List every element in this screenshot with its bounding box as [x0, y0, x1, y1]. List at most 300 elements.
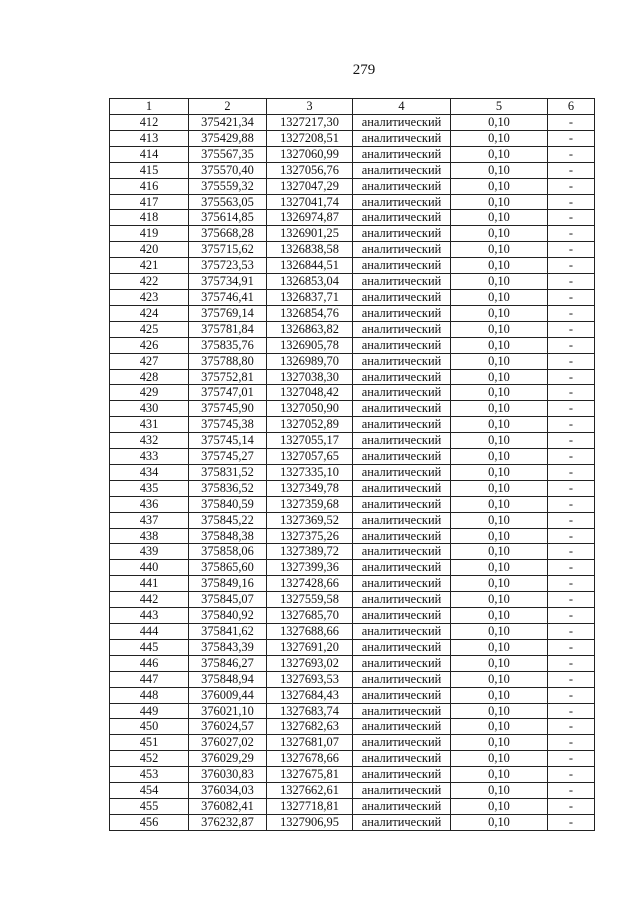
- table-row: [110, 703, 595, 719]
- y-coordinate-cell: 1327057,65: [267, 449, 353, 465]
- note-cell: -: [548, 751, 595, 767]
- accuracy-cell: 0,10: [451, 687, 548, 703]
- table-row: [110, 115, 595, 131]
- point-number-cell: 431: [110, 417, 189, 433]
- accuracy-cell: 0,10: [451, 496, 548, 512]
- note-cell: -: [548, 385, 595, 401]
- method-cell: аналитический: [353, 624, 451, 640]
- x-coordinate-cell: 375836,52: [189, 480, 267, 496]
- point-number-cell: 417: [110, 194, 189, 210]
- point-number-cell: 415: [110, 162, 189, 178]
- point-number-cell: 441: [110, 576, 189, 592]
- table-body: [110, 115, 595, 831]
- y-coordinate-cell: 1327399,36: [267, 560, 353, 576]
- x-coordinate-cell: 375723,53: [189, 258, 267, 274]
- note-cell: -: [548, 560, 595, 576]
- table-row: [110, 655, 595, 671]
- accuracy-cell: 0,10: [451, 194, 548, 210]
- table-row: [110, 417, 595, 433]
- table-row: [110, 512, 595, 528]
- note-cell: -: [548, 369, 595, 385]
- note-cell: -: [548, 528, 595, 544]
- y-coordinate-cell: 1327718,81: [267, 798, 353, 814]
- table-row: [110, 671, 595, 687]
- y-coordinate-cell: 1327691,20: [267, 639, 353, 655]
- note-cell: -: [548, 401, 595, 417]
- accuracy-cell: 0,10: [451, 353, 548, 369]
- table-row: [110, 258, 595, 274]
- note-cell: -: [548, 289, 595, 305]
- note-cell: -: [548, 130, 595, 146]
- x-coordinate-cell: 375559,32: [189, 178, 267, 194]
- column-header: 6: [548, 99, 595, 115]
- y-coordinate-cell: 1327208,51: [267, 130, 353, 146]
- y-coordinate-cell: 1327060,99: [267, 146, 353, 162]
- y-coordinate-cell: 1327682,63: [267, 719, 353, 735]
- x-coordinate-cell: 375567,35: [189, 146, 267, 162]
- point-number-cell: 419: [110, 226, 189, 242]
- note-cell: -: [548, 735, 595, 751]
- point-number-cell: 454: [110, 783, 189, 799]
- x-coordinate-cell: 375734,91: [189, 274, 267, 290]
- note-cell: -: [548, 624, 595, 640]
- x-coordinate-cell: 375769,14: [189, 305, 267, 321]
- method-cell: аналитический: [353, 401, 451, 417]
- y-coordinate-cell: 1326863,82: [267, 321, 353, 337]
- x-coordinate-cell: 375746,41: [189, 289, 267, 305]
- column-header: 2: [189, 99, 267, 115]
- note-cell: -: [548, 496, 595, 512]
- note-cell: -: [548, 480, 595, 496]
- point-number-cell: 448: [110, 687, 189, 703]
- accuracy-cell: 0,10: [451, 401, 548, 417]
- y-coordinate-cell: 1326989,70: [267, 353, 353, 369]
- x-coordinate-cell: 376082,41: [189, 798, 267, 814]
- y-coordinate-cell: 1327335,10: [267, 464, 353, 480]
- method-cell: аналитический: [353, 767, 451, 783]
- y-coordinate-cell: 1327369,52: [267, 512, 353, 528]
- method-cell: аналитический: [353, 385, 451, 401]
- table-row: [110, 592, 595, 608]
- y-coordinate-cell: 1327681,07: [267, 735, 353, 751]
- point-number-cell: 453: [110, 767, 189, 783]
- x-coordinate-cell: 376009,44: [189, 687, 267, 703]
- method-cell: аналитический: [353, 576, 451, 592]
- method-cell: аналитический: [353, 417, 451, 433]
- y-coordinate-cell: 1327675,81: [267, 767, 353, 783]
- x-coordinate-cell: 375563,05: [189, 194, 267, 210]
- note-cell: -: [548, 115, 595, 131]
- note-cell: -: [548, 433, 595, 449]
- accuracy-cell: 0,10: [451, 242, 548, 258]
- table-row: [110, 369, 595, 385]
- accuracy-cell: 0,10: [451, 814, 548, 830]
- x-coordinate-cell: 375752,81: [189, 369, 267, 385]
- x-coordinate-cell: 375848,94: [189, 671, 267, 687]
- accuracy-cell: 0,10: [451, 703, 548, 719]
- method-cell: аналитический: [353, 639, 451, 655]
- x-coordinate-cell: 375781,84: [189, 321, 267, 337]
- accuracy-cell: 0,10: [451, 560, 548, 576]
- y-coordinate-cell: 1326844,51: [267, 258, 353, 274]
- column-header: 4: [353, 99, 451, 115]
- accuracy-cell: 0,10: [451, 337, 548, 353]
- note-cell: -: [548, 417, 595, 433]
- y-coordinate-cell: 1327048,42: [267, 385, 353, 401]
- table-row: [110, 242, 595, 258]
- method-cell: аналитический: [353, 496, 451, 512]
- point-number-cell: 428: [110, 369, 189, 385]
- y-coordinate-cell: 1327693,02: [267, 655, 353, 671]
- table-row: [110, 544, 595, 560]
- y-coordinate-cell: 1327052,89: [267, 417, 353, 433]
- table-row: [110, 639, 595, 655]
- x-coordinate-cell: 375747,01: [189, 385, 267, 401]
- table-row: [110, 624, 595, 640]
- point-number-cell: 413: [110, 130, 189, 146]
- table-row: [110, 305, 595, 321]
- method-cell: аналитический: [353, 751, 451, 767]
- table-row: [110, 385, 595, 401]
- note-cell: -: [548, 305, 595, 321]
- table-row: [110, 719, 595, 735]
- note-cell: -: [548, 353, 595, 369]
- x-coordinate-cell: 375840,92: [189, 608, 267, 624]
- accuracy-cell: 0,10: [451, 433, 548, 449]
- table-row: [110, 353, 595, 369]
- accuracy-cell: 0,10: [451, 655, 548, 671]
- point-number-cell: 423: [110, 289, 189, 305]
- accuracy-cell: 0,10: [451, 544, 548, 560]
- point-number-cell: 451: [110, 735, 189, 751]
- point-number-cell: 450: [110, 719, 189, 735]
- note-cell: -: [548, 146, 595, 162]
- point-number-cell: 446: [110, 655, 189, 671]
- accuracy-cell: 0,10: [451, 751, 548, 767]
- point-number-cell: 436: [110, 496, 189, 512]
- x-coordinate-cell: 376027,02: [189, 735, 267, 751]
- y-coordinate-cell: 1326901,25: [267, 226, 353, 242]
- table-row: [110, 226, 595, 242]
- accuracy-cell: 0,10: [451, 321, 548, 337]
- table-row: [110, 194, 595, 210]
- method-cell: аналитический: [353, 592, 451, 608]
- table-row: [110, 321, 595, 337]
- x-coordinate-cell: 376029,29: [189, 751, 267, 767]
- method-cell: аналитический: [353, 687, 451, 703]
- table-row: [110, 751, 595, 767]
- table-row: [110, 130, 595, 146]
- y-coordinate-cell: 1327375,26: [267, 528, 353, 544]
- y-coordinate-cell: 1327050,90: [267, 401, 353, 417]
- x-coordinate-cell: 376024,57: [189, 719, 267, 735]
- method-cell: аналитический: [353, 608, 451, 624]
- point-number-cell: 447: [110, 671, 189, 687]
- point-number-cell: 445: [110, 639, 189, 655]
- note-cell: -: [548, 767, 595, 783]
- point-number-cell: 412: [110, 115, 189, 131]
- table-row: [110, 560, 595, 576]
- column-header: 1: [110, 99, 189, 115]
- point-number-cell: 427: [110, 353, 189, 369]
- point-number-cell: 426: [110, 337, 189, 353]
- x-coordinate-cell: 375614,85: [189, 210, 267, 226]
- y-coordinate-cell: 1327055,17: [267, 433, 353, 449]
- method-cell: аналитический: [353, 783, 451, 799]
- method-cell: аналитический: [353, 115, 451, 131]
- method-cell: аналитический: [353, 289, 451, 305]
- note-cell: -: [548, 162, 595, 178]
- point-number-cell: 425: [110, 321, 189, 337]
- method-cell: аналитический: [353, 210, 451, 226]
- point-number-cell: 449: [110, 703, 189, 719]
- coordinates-table: [109, 98, 595, 831]
- table-row: [110, 687, 595, 703]
- x-coordinate-cell: 375865,60: [189, 560, 267, 576]
- point-number-cell: 432: [110, 433, 189, 449]
- x-coordinate-cell: 375745,38: [189, 417, 267, 433]
- point-number-cell: 439: [110, 544, 189, 560]
- y-coordinate-cell: 1327047,29: [267, 178, 353, 194]
- table-row: [110, 449, 595, 465]
- note-cell: -: [548, 464, 595, 480]
- accuracy-cell: 0,10: [451, 115, 548, 131]
- point-number-cell: 422: [110, 274, 189, 290]
- y-coordinate-cell: 1327428,66: [267, 576, 353, 592]
- accuracy-cell: 0,10: [451, 210, 548, 226]
- point-number-cell: 442: [110, 592, 189, 608]
- accuracy-cell: 0,10: [451, 385, 548, 401]
- y-coordinate-cell: 1327684,43: [267, 687, 353, 703]
- table-row: [110, 162, 595, 178]
- accuracy-cell: 0,10: [451, 130, 548, 146]
- method-cell: аналитический: [353, 480, 451, 496]
- note-cell: -: [548, 258, 595, 274]
- method-cell: аналитический: [353, 242, 451, 258]
- note-cell: -: [548, 512, 595, 528]
- x-coordinate-cell: 375715,62: [189, 242, 267, 258]
- x-coordinate-cell: 376034,03: [189, 783, 267, 799]
- x-coordinate-cell: 375835,76: [189, 337, 267, 353]
- method-cell: аналитический: [353, 655, 451, 671]
- point-number-cell: 430: [110, 401, 189, 417]
- note-cell: -: [548, 639, 595, 655]
- point-number-cell: 421: [110, 258, 189, 274]
- point-number-cell: 437: [110, 512, 189, 528]
- note-cell: -: [548, 210, 595, 226]
- y-coordinate-cell: 1326854,76: [267, 305, 353, 321]
- table-row: [110, 337, 595, 353]
- accuracy-cell: 0,10: [451, 258, 548, 274]
- table-row: [110, 210, 595, 226]
- note-cell: -: [548, 687, 595, 703]
- x-coordinate-cell: 375668,28: [189, 226, 267, 242]
- x-coordinate-cell: 375858,06: [189, 544, 267, 560]
- accuracy-cell: 0,10: [451, 592, 548, 608]
- method-cell: аналитический: [353, 178, 451, 194]
- x-coordinate-cell: 375849,16: [189, 576, 267, 592]
- table-row: [110, 783, 595, 799]
- y-coordinate-cell: 1327359,68: [267, 496, 353, 512]
- note-cell: -: [548, 194, 595, 210]
- x-coordinate-cell: 375421,34: [189, 115, 267, 131]
- x-coordinate-cell: 375845,07: [189, 592, 267, 608]
- accuracy-cell: 0,10: [451, 449, 548, 465]
- method-cell: аналитический: [353, 464, 451, 480]
- method-cell: аналитический: [353, 544, 451, 560]
- point-number-cell: 443: [110, 608, 189, 624]
- note-cell: -: [548, 178, 595, 194]
- table-row: [110, 274, 595, 290]
- accuracy-cell: 0,10: [451, 735, 548, 751]
- accuracy-cell: 0,10: [451, 576, 548, 592]
- page-number: 279: [352, 62, 376, 78]
- x-coordinate-cell: 375745,27: [189, 449, 267, 465]
- method-cell: аналитический: [353, 321, 451, 337]
- note-cell: -: [548, 576, 595, 592]
- note-cell: -: [548, 814, 595, 830]
- accuracy-cell: 0,10: [451, 369, 548, 385]
- note-cell: -: [548, 321, 595, 337]
- note-cell: -: [548, 783, 595, 799]
- point-number-cell: 424: [110, 305, 189, 321]
- method-cell: аналитический: [353, 369, 451, 385]
- point-number-cell: 456: [110, 814, 189, 830]
- method-cell: аналитический: [353, 433, 451, 449]
- accuracy-cell: 0,10: [451, 480, 548, 496]
- column-header: 5: [451, 99, 548, 115]
- y-coordinate-cell: 1327389,72: [267, 544, 353, 560]
- x-coordinate-cell: 375848,38: [189, 528, 267, 544]
- accuracy-cell: 0,10: [451, 767, 548, 783]
- accuracy-cell: 0,10: [451, 671, 548, 687]
- note-cell: -: [548, 671, 595, 687]
- note-cell: -: [548, 449, 595, 465]
- method-cell: аналитический: [353, 512, 451, 528]
- method-cell: аналитический: [353, 671, 451, 687]
- method-cell: аналитический: [353, 449, 451, 465]
- y-coordinate-cell: 1327559,58: [267, 592, 353, 608]
- table-row: [110, 433, 595, 449]
- method-cell: аналитический: [353, 162, 451, 178]
- accuracy-cell: 0,10: [451, 719, 548, 735]
- y-coordinate-cell: 1327906,95: [267, 814, 353, 830]
- x-coordinate-cell: 375845,22: [189, 512, 267, 528]
- x-coordinate-cell: 375570,40: [189, 162, 267, 178]
- x-coordinate-cell: 375745,14: [189, 433, 267, 449]
- y-coordinate-cell: 1327685,70: [267, 608, 353, 624]
- table-row: [110, 814, 595, 830]
- note-cell: -: [548, 608, 595, 624]
- y-coordinate-cell: 1326905,78: [267, 337, 353, 353]
- method-cell: аналитический: [353, 146, 451, 162]
- y-coordinate-cell: 1327678,66: [267, 751, 353, 767]
- x-coordinate-cell: 376232,87: [189, 814, 267, 830]
- point-number-cell: 440: [110, 560, 189, 576]
- method-cell: аналитический: [353, 528, 451, 544]
- point-number-cell: 414: [110, 146, 189, 162]
- method-cell: аналитический: [353, 130, 451, 146]
- method-cell: аналитический: [353, 798, 451, 814]
- accuracy-cell: 0,10: [451, 162, 548, 178]
- accuracy-cell: 0,10: [451, 639, 548, 655]
- table-row: [110, 464, 595, 480]
- y-coordinate-cell: 1326853,04: [267, 274, 353, 290]
- note-cell: -: [548, 274, 595, 290]
- table-row: [110, 528, 595, 544]
- note-cell: -: [548, 703, 595, 719]
- table-row: [110, 608, 595, 624]
- point-number-cell: 429: [110, 385, 189, 401]
- method-cell: аналитический: [353, 258, 451, 274]
- point-number-cell: 420: [110, 242, 189, 258]
- accuracy-cell: 0,10: [451, 783, 548, 799]
- x-coordinate-cell: 376021,10: [189, 703, 267, 719]
- note-cell: -: [548, 544, 595, 560]
- point-number-cell: 444: [110, 624, 189, 640]
- y-coordinate-cell: 1327056,76: [267, 162, 353, 178]
- y-coordinate-cell: 1327662,61: [267, 783, 353, 799]
- table-row: [110, 735, 595, 751]
- table-row: [110, 146, 595, 162]
- accuracy-cell: 0,10: [451, 289, 548, 305]
- note-cell: -: [548, 655, 595, 671]
- point-number-cell: 434: [110, 464, 189, 480]
- y-coordinate-cell: 1326974,87: [267, 210, 353, 226]
- note-cell: -: [548, 719, 595, 735]
- y-coordinate-cell: 1327217,30: [267, 115, 353, 131]
- method-cell: аналитический: [353, 560, 451, 576]
- y-coordinate-cell: 1327683,74: [267, 703, 353, 719]
- method-cell: аналитический: [353, 814, 451, 830]
- table-row: [110, 480, 595, 496]
- accuracy-cell: 0,10: [451, 305, 548, 321]
- accuracy-cell: 0,10: [451, 417, 548, 433]
- table-row: [110, 798, 595, 814]
- column-header: 3: [267, 99, 353, 115]
- point-number-cell: 455: [110, 798, 189, 814]
- y-coordinate-cell: 1327693,53: [267, 671, 353, 687]
- x-coordinate-cell: 375429,88: [189, 130, 267, 146]
- point-number-cell: 433: [110, 449, 189, 465]
- point-number-cell: 435: [110, 480, 189, 496]
- point-number-cell: 438: [110, 528, 189, 544]
- accuracy-cell: 0,10: [451, 624, 548, 640]
- x-coordinate-cell: 375840,59: [189, 496, 267, 512]
- accuracy-cell: 0,10: [451, 226, 548, 242]
- x-coordinate-cell: 375846,27: [189, 655, 267, 671]
- note-cell: -: [548, 226, 595, 242]
- point-number-cell: 452: [110, 751, 189, 767]
- accuracy-cell: 0,10: [451, 608, 548, 624]
- y-coordinate-cell: 1327349,78: [267, 480, 353, 496]
- y-coordinate-cell: 1327041,74: [267, 194, 353, 210]
- point-number-cell: 418: [110, 210, 189, 226]
- y-coordinate-cell: 1327038,30: [267, 369, 353, 385]
- y-coordinate-cell: 1326837,71: [267, 289, 353, 305]
- note-cell: -: [548, 798, 595, 814]
- method-cell: аналитический: [353, 194, 451, 210]
- note-cell: -: [548, 337, 595, 353]
- x-coordinate-cell: 376030,83: [189, 767, 267, 783]
- table-header-row: [110, 99, 595, 115]
- method-cell: аналитический: [353, 353, 451, 369]
- x-coordinate-cell: 375843,39: [189, 639, 267, 655]
- method-cell: аналитический: [353, 703, 451, 719]
- method-cell: аналитический: [353, 337, 451, 353]
- method-cell: аналитический: [353, 735, 451, 751]
- x-coordinate-cell: 375831,52: [189, 464, 267, 480]
